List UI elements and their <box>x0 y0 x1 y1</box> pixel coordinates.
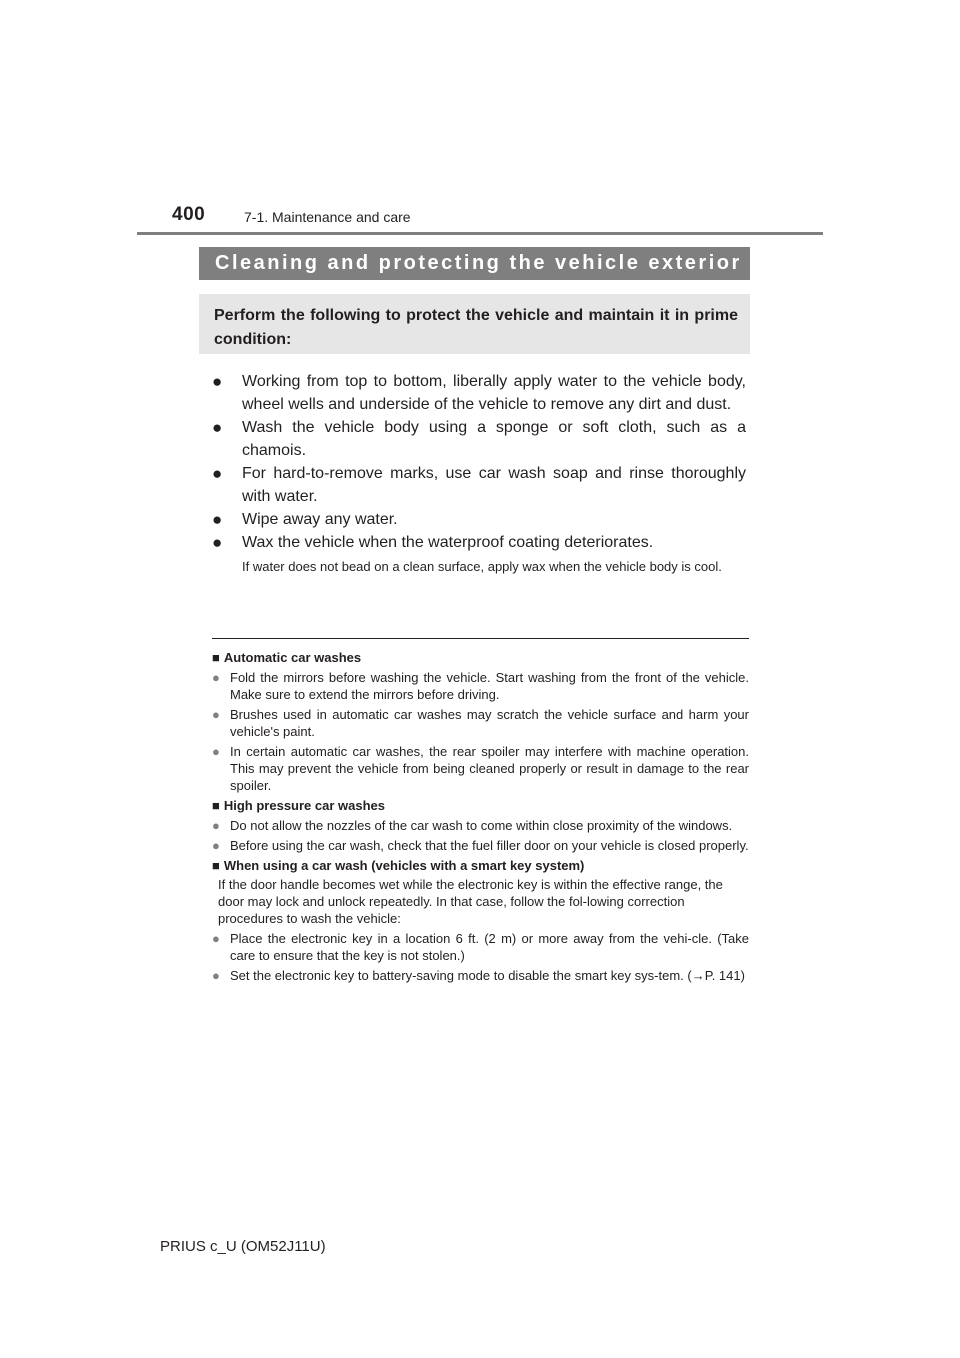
page-header <box>172 200 822 236</box>
section-divider <box>212 638 749 639</box>
step-item <box>212 508 746 531</box>
step-text: Working from top to bottom, liberally apply water to the vehicle body, wheel wells and underside of the vehicle to remove any dirt and dust. <box>242 373 746 413</box>
step-text: Wipe away any water. <box>242 511 398 528</box>
bullet-icon: ● <box>212 838 220 853</box>
bullet-icon: ● <box>212 533 223 552</box>
bullet-icon: ● <box>212 464 223 483</box>
note-paragraph: If the door handle becomes wet while the electronic key is within the effective range, the door may lock and unlock repeatedly. In that case, follow the fol-lowing correction procedures to wash the vehicle: <box>218 877 723 926</box>
bullet-icon: ● <box>212 968 220 983</box>
step-item <box>212 531 746 554</box>
bullet-icon: ● <box>212 931 220 946</box>
bullet-icon: ● <box>212 510 223 529</box>
page-title: Cleaning and protecting the vehicle exterior <box>199 247 750 280</box>
step-item <box>212 370 746 416</box>
square-bullet-icon: ■ <box>212 650 220 665</box>
note-item: ● Brushes used in automatic car washes may scratch the vehicle surface and harm your vehicle's paint. <box>212 707 749 739</box>
note-heading-high-pressure: ■ High pressure car washes <box>212 798 385 813</box>
section-label: 7-1. Maintenance and care <box>244 209 411 225</box>
step-list <box>212 370 746 578</box>
bullet-icon: ● <box>212 670 220 685</box>
bullet-icon: ● <box>212 372 223 391</box>
note-item: ● In certain automatic car washes, the rear spoiler may interfere with machine operation. This may prevent the vehicle from being cleaned properly or result in damage to the rear spoiler. <box>212 744 749 793</box>
bullet-icon: ● <box>212 818 220 833</box>
page-number: 400 <box>172 204 206 225</box>
note-item: ● Set the electronic key to battery-saving mode to disable the smart key sys-tem. (→P. 141) <box>212 968 745 983</box>
step-item <box>212 462 746 508</box>
square-bullet-icon: ■ <box>212 798 220 813</box>
step-text: Wash the vehicle body using a sponge or soft cloth, such as a chamois. <box>242 419 746 459</box>
note-heading-smart-key: ■ When using a car wash (vehicles with a smart key system) <box>212 858 585 873</box>
note-heading-automatic: ■ Automatic car washes <box>212 650 362 665</box>
footer-model: PRIUS c_U (OM52J11U) <box>160 1238 326 1255</box>
header-rule <box>137 232 823 235</box>
note-item: ● Fold the mirrors before washing the vehicle. Start washing from the front of the vehicle. Make sure to extend the mirrors before driving. <box>212 670 749 702</box>
notes-section <box>212 646 749 984</box>
bullet-icon: ● <box>212 744 220 759</box>
step-note: If water does not bead on a clean surface, apply wax when the vehicle body is cool. <box>242 559 722 574</box>
intro-text: Perform the following to protect the vehicle and maintain it in prime condition: <box>214 307 738 348</box>
note-item: ● Place the electronic key in a location 6 ft. (2 m) or more away from the vehi-cle. (Take care to ensure that the key is not stolen.) <box>212 931 749 963</box>
note-item: ● Before using the car wash, check that the fuel filler door on your vehicle is closed properly. <box>212 838 749 853</box>
note-item: ● Do not allow the nozzles of the car wash to come within close proximity of the windows. <box>212 818 733 833</box>
intro-box <box>199 294 750 354</box>
step-text: Wax the vehicle when the waterproof coating deteriorates. <box>242 534 654 551</box>
step-text: For hard-to-remove marks, use car wash soap and rinse thoroughly with water. <box>242 465 746 505</box>
bullet-icon: ● <box>212 707 220 722</box>
bullet-icon: ● <box>212 418 223 437</box>
square-bullet-icon: ■ <box>212 858 220 873</box>
step-item <box>212 416 746 462</box>
